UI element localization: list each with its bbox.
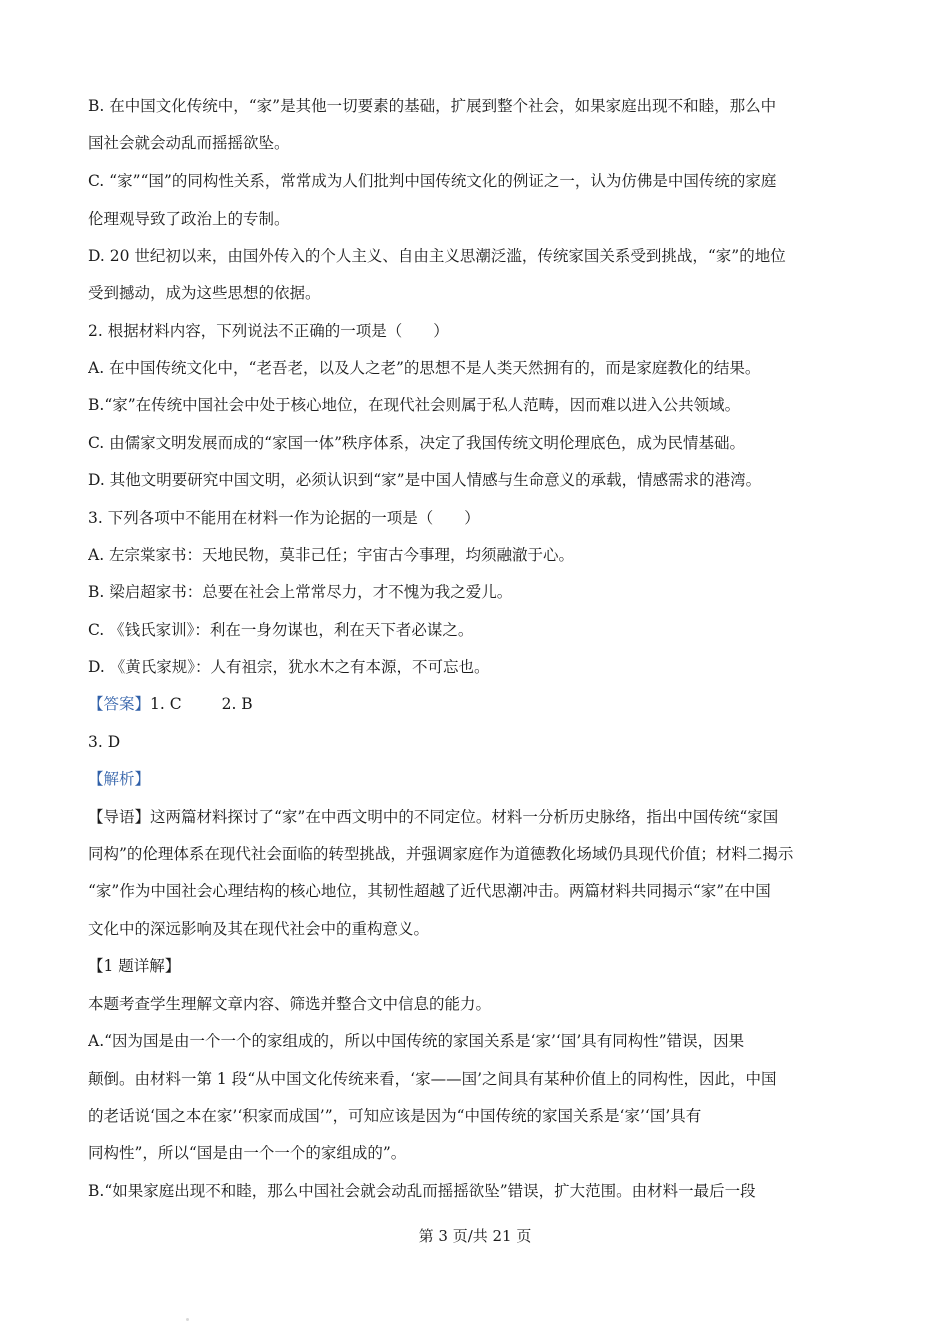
detail-line5: 同构性”，所以“国是由一个一个的家组成的”。	[88, 1144, 407, 1162]
analysis-tag: 【解析】	[88, 770, 151, 788]
answer-line	[88, 693, 863, 715]
option-3d: D. 《黄氏家规》：人有祖宗，犹水木之有本源，不可忘也。	[88, 658, 490, 676]
option-1c-line2: 伦理观导致了政治上的专制。	[88, 210, 290, 228]
question-3: 3. 下列各项中不能用在材料一作为论据的一项是（ ）	[88, 509, 480, 527]
detail-line2: A.“因为国是由一个一个的家组成的，所以中国传统的家国关系是‘家’‘国’具有同构性”错误，因果	[88, 1032, 745, 1050]
detail-line6: B.“如果家庭出现不和睦，那么中国社会就会动乱而摇摇欲坠”错误，扩大范围。由材料一最后一段	[88, 1182, 756, 1200]
detail-line4: 的老话说‘国之本在家’‘积家而成国’”，可知应该是因为“中国传统的家国关系是‘家’‘国’具有	[88, 1107, 702, 1125]
option-2c: C. 由儒家文明发展而成的“家国一体”秩序体系，决定了我国传统文明伦理底色，成为民情基础。	[88, 434, 746, 452]
answer-1: 1. C	[150, 695, 182, 713]
option-2b: B.“家”在传统中国社会中处于核心地位，在现代社会则属于私人范畴，因而难以进入公共领域。	[88, 396, 741, 414]
guide-line4: 文化中的深远影响及其在现代社会中的重构意义。	[88, 920, 430, 938]
answer-2: 2. B	[221, 695, 253, 713]
option-1b-line1: B. 在中国文化传统中，“家”是其他一切要素的基础，扩展到整个社会，如果家庭出现不和睦，那么中	[88, 97, 777, 115]
guide-line3: “家”作为中国社会心理结构的核心地位，其韧性超越了近代思潮冲击。两篇材料共同揭示“家”在中国	[88, 882, 771, 900]
option-1c-line1: C. “家”“国”的同构性关系，常常成为人们批判中国传统文化的例证之一，认为仿佛是中国传统的家庭	[88, 172, 777, 190]
option-1d-line1: D. 20 世纪初以来，由国外传入的个人主义、自由主义思潮泛滥，传统家国关系受到挑战，“家”的地位	[88, 247, 786, 265]
page-footer: 第 3 页/共 21 页	[418, 1227, 532, 1245]
guide-line1: 【导语】这两篇材料探讨了“家”在中西文明中的不同定位。材料一分析历史脉络，指出中国传统“家国	[88, 808, 779, 826]
answer-tag: 【答案】	[88, 695, 151, 713]
option-2a: A. 在中国传统文化中，“老吾老，以及人之老”的思想不是人类天然拥有的，而是家庭教化的结果。	[88, 359, 761, 377]
question-2: 2. 根据材料内容，下列说法不正确的一项是（ ）	[88, 322, 449, 340]
option-1d-line2: 受到撼动，成为这些思想的依据。	[88, 284, 321, 302]
detail-line1: 本题考查学生理解文章内容、筛选并整合文中信息的能力。	[88, 995, 492, 1013]
option-3a: A. 左宗棠家书：天地民物，莫非己任；宇宙古今事理，均须融澈于心。	[88, 546, 575, 564]
answer-3: 3. D	[88, 733, 121, 751]
option-3c: C. 《钱氏家训》：利在一身勿谋也，利在天下者必谋之。	[88, 621, 474, 639]
footer-mark	[186, 1318, 189, 1321]
detail-line3: 颠倒。由材料一第 1 段“从中国文化传统来看，‘家——国’之间具有某种价值上的同构性，因此，中国	[88, 1070, 777, 1088]
guide-line2: 同构”的伦理体系在现代社会面临的转型挑战，并强调家庭作为道德教化场域仍具现代价值；材料二揭示	[88, 845, 794, 863]
option-3b: B. 梁启超家书：总要在社会上常常尽力，才不愧为我之爱儿。	[88, 583, 513, 601]
option-1b-line2: 国社会就会动乱而摇摇欲坠。	[88, 134, 290, 152]
detail-title: 【1 题详解】	[88, 957, 181, 975]
option-2d: D. 其他文明要研究中国文明，必须认识到“家”是中国人情感与生命意义的承载，情感需求的港湾。	[88, 471, 762, 489]
